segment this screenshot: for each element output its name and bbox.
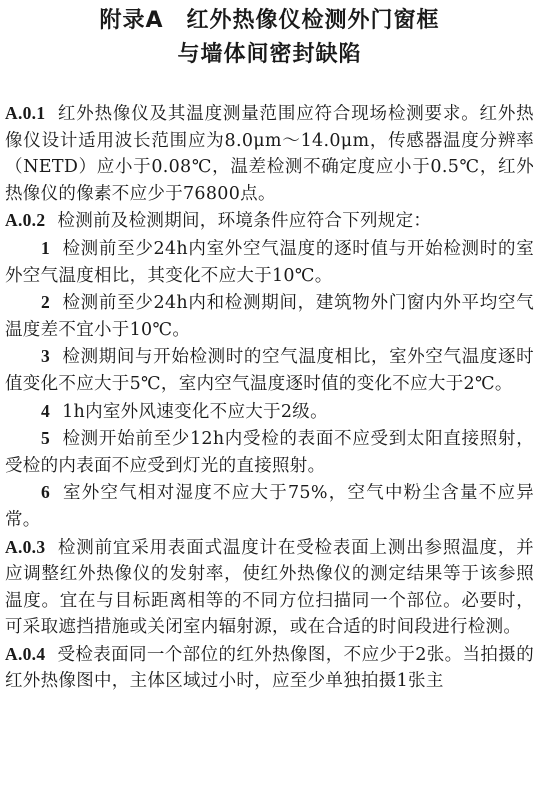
list-item — [5, 398, 534, 426]
clause-text: 受检表面同一个部位的红外热像图，不应少于2张。当拍摄的红外热像图中，主体区域过小时，应至少单独拍摄1张主 — [5, 644, 534, 692]
item-text: 1h内室外风速变化不应大于2级。 — [62, 401, 328, 422]
item-text: 检测前至少24h内室外空气温度的逐时值与开始检测时的室外空气温度相比，其变化不应大于10℃。 — [5, 238, 534, 286]
list-item — [5, 425, 534, 479]
item-text: 检测期间与开始检测时的空气温度相比，室外空气温度逐时值变化不应大于5℃，室内空气温度逐时值的变化不应大于2℃。 — [5, 347, 534, 394]
clause-number: A.0.1 — [5, 103, 46, 123]
clause-a04 — [5, 641, 534, 695]
list-item — [5, 343, 534, 397]
item-number: 2 — [41, 292, 51, 313]
item-number: 6 — [41, 482, 51, 503]
list-item — [5, 479, 534, 533]
clause-number: A.0.3 — [5, 536, 46, 557]
item-number: 3 — [41, 346, 51, 367]
item-number: 4 — [41, 400, 51, 421]
item-text: 检测开始前至少12h内受检的表面不应受到太阳直接照射，受检的内表面不应受到灯光的直接照射。 — [5, 429, 534, 476]
clause-a02 — [5, 207, 534, 235]
clause-text: 检测前宜采用表面式温度计在受检表面上测出参照温度，并应调整红外热像仪的发射率，使红外热像仪的测定结果等于该参照温度。宜在与目标距离相等的不同方位扫描同一个部位。必要时，可采取遮挡措施或关闭室内辐射源，或在合适的时间段进行检测。 — [5, 537, 534, 638]
list-item — [5, 289, 534, 343]
clause-text: 红外热像仪及其温度测量范围应符合现场检测要求。红外热像仪设计适用波长范围应为8.0μm～14.0μm，传感器温度分辨率（NETD）应小于0.08℃，温差检测不确定度应小于0.5℃，红外热像仪的像素不应少于76800点。 — [5, 104, 534, 204]
item-number: 1 — [41, 237, 51, 258]
clause-number: A.0.2 — [5, 210, 46, 231]
document-body — [5, 100, 534, 695]
appendix-title-line-1: 附录A 红外热像仪检测外门窗框 — [99, 8, 440, 33]
clause-a01 — [5, 100, 534, 207]
clause-a03 — [5, 534, 534, 641]
item-number: 5 — [41, 428, 51, 449]
list-item — [5, 235, 534, 289]
clause-number: A.0.4 — [5, 643, 46, 664]
clause-text: 检测前及检测期间，环境条件应符合下列规定： — [57, 211, 432, 232]
item-text: 检测前至少24h内和检测期间，建筑物外门窗内外平均空气温度差不宜小于10℃。 — [5, 293, 534, 340]
item-text: 室外空气相对湿度不应大于75%，空气中粉尘含量不应异常。 — [5, 483, 534, 530]
appendix-title-line-2: 与墙体间密封缺陷 — [177, 42, 362, 67]
